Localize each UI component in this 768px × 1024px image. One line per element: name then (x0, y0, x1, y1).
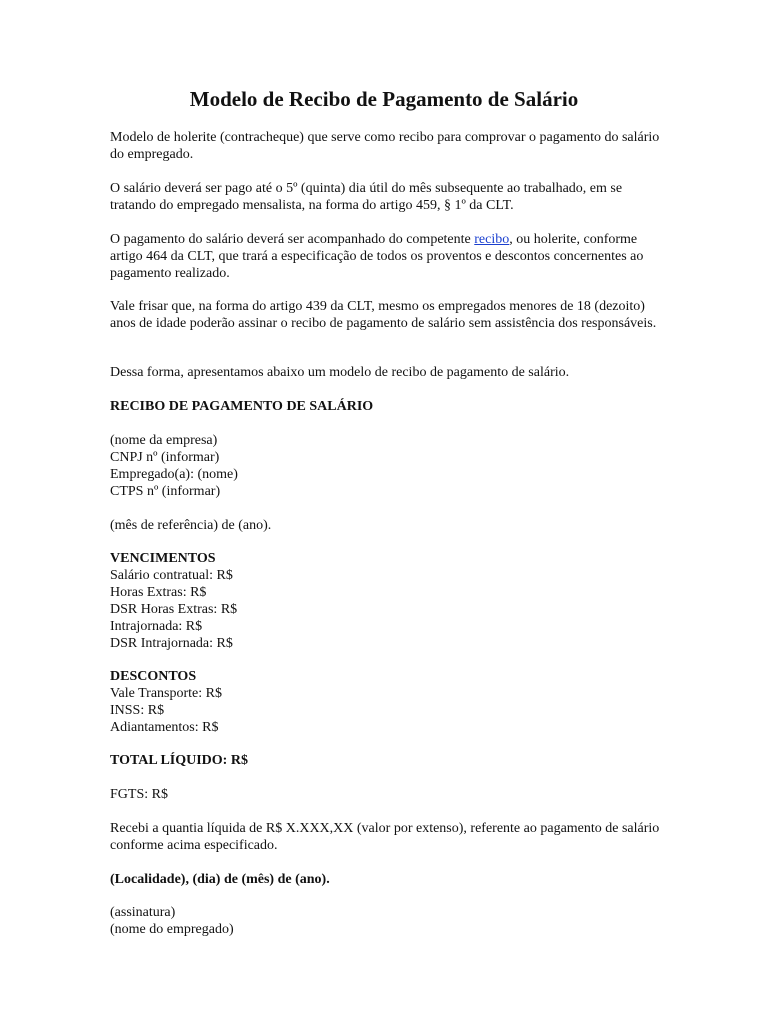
paragraph-text (110, 231, 670, 282)
earnings-item: Intrajornada: R$ (110, 619, 203, 634)
deductions-item: INSS: R$ (110, 703, 165, 718)
intro-paragraph-3 (110, 231, 670, 282)
earnings-section (110, 550, 670, 652)
earnings-item: DSR Horas Extras: R$ (110, 602, 238, 617)
earnings-item: DSR Intrajornada: R$ (110, 636, 233, 651)
employee-line: Empregado(a): (nome) (110, 467, 238, 482)
paragraph-text: Vale frisar que, na forma do artigo 439 da CLT, mesmo os empregados menores de 18 (dezoito) anos de idade poderão assinar o recibo de pagamento de salário sem assistência dos responsáveis. (110, 299, 657, 331)
ctps-line: CTPS nº (informar) (110, 484, 221, 499)
signature-block (110, 904, 670, 938)
paragraph-text: Recebi a quantia líquida de R$ X.XXX,XX (valor por extenso), referente ao pagamento de salário conforme acima especificado. (110, 821, 660, 853)
earnings-item: Salário contratual: R$ (110, 568, 233, 583)
fgts-line: FGTS: R$ (110, 787, 168, 802)
signature-line: (assinatura) (110, 905, 176, 920)
reference-period: (mês de referência) de (ano). (110, 518, 272, 533)
intro-paragraph-1 (110, 129, 670, 163)
acknowledgement-paragraph (110, 820, 670, 854)
deductions-heading: DESCONTOS (110, 669, 197, 684)
paragraph-text-start: O pagamento do salário deverá ser acompanhado do competente (110, 232, 475, 247)
deductions-item: Adiantamentos: R$ (110, 720, 219, 735)
paragraph-text: O salário deverá ser pago até o 5º (quinta) dia útil do mês subsequente ao trabalhado, em se tratando do empregado mensalista, na forma do artigo 459, § 1º da CLT. (110, 181, 623, 213)
document-title: Modelo de Recibo de Pagamento de Salário (189, 87, 579, 111)
earnings-heading: VENCIMENTOS (110, 551, 216, 566)
place-date-line: (Localidade), (dia) de (mês) de (ano). (110, 872, 330, 887)
paragraph-text: Dessa forma, apresentamos abaixo um modelo de recibo de pagamento de salário. (110, 365, 570, 380)
intro-paragraph-4 (110, 298, 670, 332)
receipt-identification (110, 432, 670, 500)
net-total: TOTAL LÍQUIDO: R$ (110, 753, 248, 768)
paragraph-text: Modelo de holerite (contracheque) que serve como recibo para comprovar o pagamento do salário do empregado. (110, 130, 660, 162)
deductions-section (110, 668, 670, 736)
cnpj-line: CNPJ nº (informar) (110, 450, 220, 465)
company-name: (nome da empresa) (110, 433, 218, 448)
employee-name-line: (nome do empregado) (110, 922, 234, 937)
recibo-link[interactable]: recibo (474, 232, 510, 247)
intro-paragraph-2 (110, 180, 670, 214)
receipt-heading: RECIBO DE PAGAMENTO DE SALÁRIO (110, 399, 374, 414)
paragraph-text-end: , ou holerite, conforme artigo 464 da CLT, que trará a especificação de todos os proventos e descontos concernentes ao pagamento realizado. (110, 232, 644, 281)
deductions-item: Vale Transporte: R$ (110, 686, 222, 701)
earnings-item: Horas Extras: R$ (110, 585, 207, 600)
intro-paragraph-5 (110, 364, 670, 381)
